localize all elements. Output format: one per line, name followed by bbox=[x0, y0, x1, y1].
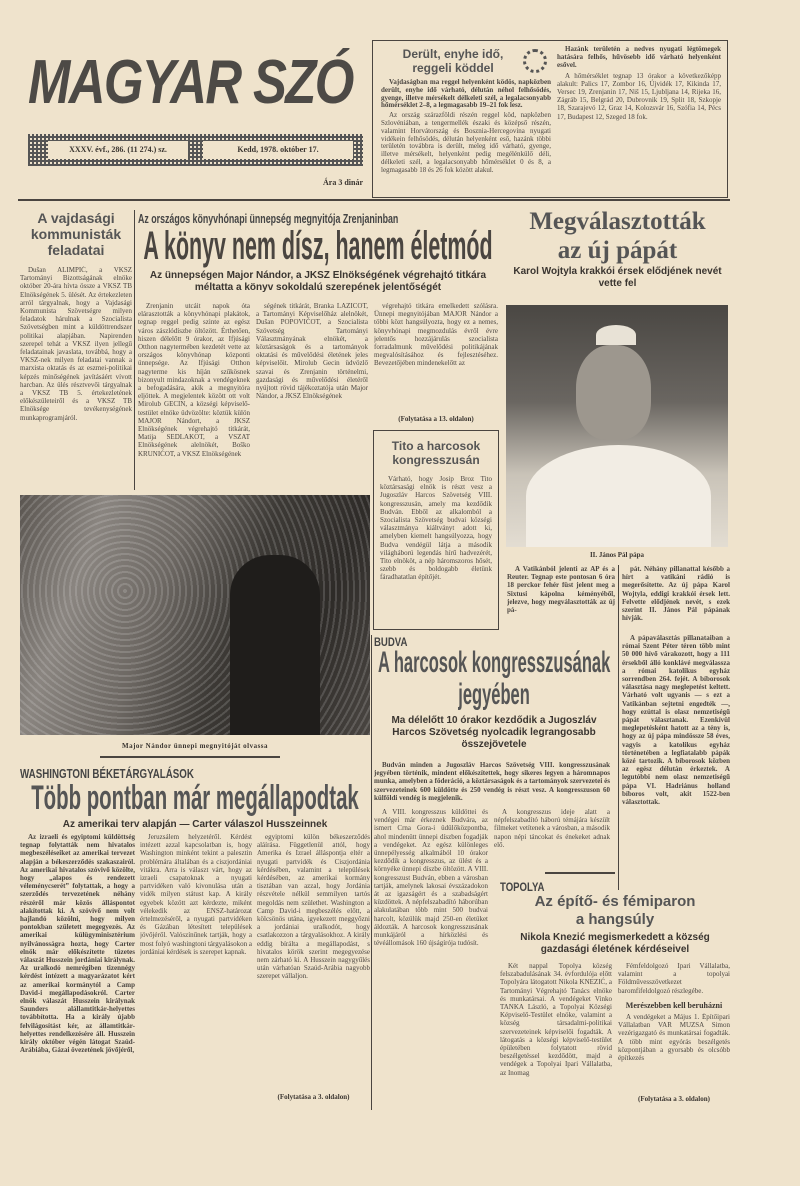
photo-caption: Major Nándor ünnepi megnyitóját olvassa bbox=[121, 742, 269, 750]
issue-number: XXXV. évf., 286. (11 274.) sz. bbox=[48, 141, 188, 159]
headline: A vajdasági kommunisták feladatai bbox=[30, 210, 122, 258]
article-budva bbox=[374, 633, 614, 805]
article-body: Dušan ALIMPIĆ, a VKSZ Tartományi Bizottságának elnöke október 20-ára hívta össze a VKSZ TB Elnökségének 5. ülését. Az értekezleten arról tárgyalnak, hogy a Vajdasági Kommunista Szövetségre milyen feladatok hárulnak a Szocialista Szövetségben mint a küldöttrendszer politikai alapjában. Napirenden szerepel tehát a VKSZ ilyen jellegű feladatainak javaslata, továbbá, hogy a VKSZ-nek milyen feladatai vannak a marxista oktatás és az eszmei-politikai képzés minőségének javításáért vívott harcban. Az ülés résztvevői tárgyalnak a VKSZ TB 5. értekezletének előkészületeiről és a VKSZ TB Elnöksége tevékenységének munkaprogramjáról. bbox=[20, 266, 132, 422]
subtitle: Az ünnepségen Major Nándor, a JKSZ Elnökségének végrehajtó titkára méltatta a könyv sokoldalú szerepének jelentőségét bbox=[149, 270, 487, 293]
divider bbox=[545, 872, 615, 874]
article-body: ségének titkárát, Branka LAZICOT, a Tartományi Képviselőház alelnökét, Dušan POPOVIĆOT, a Szocialista Szövetség Tartományi Választmányának elnökét, a köztársaságok és a tartományok oktatási és művelődési életének jeles képviselőit. Mirolub Gecin üdvözlő szavai és Zrenjanin történelmi, gazdasági és művelődési életéről nyújtott rövid tájékoztatója után Major Nándor, a JKSZ Elnökségének bbox=[256, 302, 368, 401]
article-body: A kongresszus ideje alatt a népfelszabadító háború témájára készült filmeket vetítenek a városban, a második napon népi táncokat és énekeket adnak elő. bbox=[494, 808, 610, 849]
article-lead: Budván minden a Jugoszláv Harcos Szövetség VIII. kongresszusának jegyében történik, mindent előkészítettek, hogy sikeres legyen a háromnapos munka, amelyben a föderáció, a köztársaságok és a tartományok szervezetei és szervezeteinek 600 küldötte és 250 vendég is részt vesz. A kongresszuson 60 külföldi vendég is megjelenik. bbox=[374, 761, 610, 802]
article-body: Jeruzsálem helyzetéről. Kérdést intézett azzal kapcsolatban is, hogy Washington minként tekint a palesztin problémára általában és a ciszjordániai vitákra. Arra is választ várt, hogy az izraeli csapatoknak a nyugati partvidéken való kivonulása után a vidék milyen státust kap. A király egyebek között azt kérdezte, miként vélekedik az ENSZ-határozat értelmezéséről, a nyugati partvidéken és Gázában létesített települések jövőjéről. Valószínűnek tartják, hogy a most folyó washingtoni tárgyalásokon a jordániai kérdések is szerepet kapnak. bbox=[140, 833, 252, 956]
article-communists bbox=[20, 210, 132, 490]
article-pope bbox=[505, 208, 730, 302]
article-body: pát. Néhány pillanattal később a hírt a vatikáni rádió is megerősítette. Az új pápa Karol Wojtyla, eddigi krakkói érsek lett. Felvette elődjének nevét, s ezek szerint II. János Pál pápának hívják. bbox=[622, 565, 730, 623]
weather-title-2: reggeli köddel bbox=[412, 61, 494, 75]
photo-caption: II. János Pál pápa bbox=[589, 551, 645, 559]
article-body: Az izraeli és egyiptomi küldöttség tegnap folytatták nem hivatalos megbeszéléseiket az amerikai tervezet alapján a békeszerződés szakaszairól. Az amerikai hivatalos szóvivő közölte, hogy „alapos és rendezett véleménycserét” folytattak, a hogy a szerződés tervezetének néhány részéről már közös álláspontot alakítottak ki. A szóvivő nem volt hajlandó közölni, hogy milyen pontokban született megegyezés. Az amerikai külügyminisztérium nyilvánosságra hozta, hogy Carter elnök már előkészítette tüzetes válaszát Husszein jordániai királynak. Az uralkodó nemrégiben tizennégy kérdést intézett a magyarázatot kért az amerikai kormánytól a Camp David-i megállapodásokról. Carter elnök válaszát Husszein királynak Saunders alállamtitkár-helyettes továbbította. Ha a király újabb felvilágosítást kér, az államtitkár-helyettes rendelkezésére áll. Husszein király október végén látogat Szaúd-Arábiába, Gázai övezetének jövőjéről, bbox=[20, 833, 135, 1055]
weather-paragraph: Hazánk területén a nedves nyugati légtömegek hatására felhős, hűvösebb idő várható helyenként esővel. bbox=[557, 45, 721, 70]
headline-2: jegyében bbox=[458, 678, 530, 711]
newspaper-logo: MAGYAR SZÓ bbox=[28, 48, 353, 117]
article-washington bbox=[20, 765, 370, 1110]
weather-lead: Vajdaságban ma reggel helyenként ködös, napközben derült, enyhe idő várható, délután néhol felhősödés, gyenge, illetve mérsékelt délkeleti szél, a legalacsonyabb hőmérséklet 2–8, a legmagasabb 19–21 fok lesz. bbox=[381, 79, 551, 110]
weather-paragraph: Az ország szárazföldi részén reggel köd, napközben Szlovéniában, a tengermellék északi és középső részén, valamint Horvátország és Bosznia-Hercegovina nyugati vidékein felhősödés, délután helyenként eső, hazánk többi területén továbbra is derült, meleg idő várható, gyenge, illetve mérsékelt, helyenként pedig megélénkülő déli, délkeleti szél, a legalacsonyabb hőmérséklet 0 és 8, a legmagasabb 18 és 26 fok között alakul. bbox=[381, 111, 551, 174]
subtitle: Ma délelőtt 10 órakor kezdődik a Jugoszláv Harcos Szövetség nyolcadik legrangosabb összejövetele bbox=[391, 715, 597, 750]
kicker: Az országos könyvhónapi ünnepség megnyitója Zrenjaninban bbox=[138, 211, 399, 226]
headline-1: Megválasztották bbox=[529, 208, 706, 235]
headline-2: az új pápát bbox=[557, 237, 678, 264]
article-body: Várható, hogy Josip Broz Tito köztársasági elnök is részt vesz a Jugoszláv Harcos Szövetség VIII. kongresszusán, amely ma kezdődik Budván. Ebből az alkalomból a Szocialista Szövetség budvai községi választmánya kiáltványt adott ki, amelyben kiemelt hangsúlyozza, hogy Budva vendégül látja a második világháború legendás hírű hadvezérét, Tito elnököt, a nép háromszoros hősét, szebb és boldogabb életünk fáradhatatlan építőjét. bbox=[380, 475, 492, 582]
subtitle: Karol Wojtyla krakkói érsek elődjének nevét vette fel bbox=[513, 266, 722, 289]
photo-audience bbox=[20, 495, 370, 735]
article-body: egyiptomi külön békeszerződés aláírása. Függetlenül attól, hogy Amerika és Izrael álláspontja eltér a nyugati partvidék és Ciszjordánia kérdésében, valamint a települések kérdésében, az amerikai kormány tisztában van azzal, hogy Jordánia részvétele nélkül semmilyen tartós megoldás nem születhet. Washington a Camp David-i megbeszélés előtt, a kölcsönös utána, igyekezett meggyőzni a jordániai uralkodót, hogy csatlakozzon a tárgyalásokhoz. A király eddig bírálta a megállapodást, s hivatalos körök szerint megegyezése nem zárható ki. A Husszein nagygyűlés után várhatóan Szaúd-Arábia nagyobb szerepet vállaljon. bbox=[257, 833, 370, 981]
article-tito bbox=[373, 430, 499, 630]
headline-1: Az építő- és fémiparon bbox=[534, 893, 696, 910]
divider bbox=[100, 756, 280, 758]
continued-link[interactable]: (Folytatása a 13. oldalon) bbox=[398, 415, 474, 423]
weather-title-1: Derült, enyhe idő, bbox=[402, 47, 504, 61]
subtitle: Az amerikai terv alapján — Carter válaszol Husszeinnek bbox=[62, 819, 328, 830]
continued-link[interactable]: (Folytatása a 3. oldalon) bbox=[638, 1095, 710, 1103]
kicker: TOPOLYA bbox=[500, 880, 545, 894]
issue-bar bbox=[28, 134, 363, 166]
article-body: Fémfeldolgozó Ipari Vállalatba, valamint a topolyai Földművesszövetkezet baromfifeldolgozó részlegébe. bbox=[618, 962, 730, 995]
article-body: Két nappal Topolya község felszabadulásának 34. évfordulója előtt Topolyára látogatott Nikola KNEZIĆ, a Tartományi Végrehajtó Tanács elnöke és munkatársai. A vendégeket Vinko TANKA László, a Topolyai Községi Képviselő-Testület elnöke, valamint a község társadalmi-politikai szervezeteinek képviselői fogadták. A látogatás a községi képviselő-testület épületében folytatott rövid beszélgetéssel kezdődött, majd a vendégek a Topolyai Ipari Vállalatba, az Inomag bbox=[500, 962, 612, 1077]
column-rule bbox=[618, 565, 619, 890]
masthead-divider bbox=[18, 199, 730, 201]
photo-pope bbox=[506, 305, 728, 547]
weather-temperatures: A hőmérséklet tegnap 13 órakor a következőképp alakult: Palics 17, Zombor 16, Újvidék 17, Kikinda 17, Versec 19, Zrenjanin 17, Niš 15, Ljubljana 14, Rijeka 16, Zágráb 15, Belgrád 20, Dubrovnik 19, Split 18, Szkopje 18, Szarajevó 12, Graz 14, Kolozsvár 16, Szófia 14, Pécs 17, Budapest 12, Szeged 18 fok. bbox=[557, 71, 721, 121]
price: Ára 3 dinár bbox=[323, 178, 363, 187]
headline: Tito a harcosok kongresszusán bbox=[391, 439, 481, 467]
article-body: A VIII. kongresszus küldöttei és vendégei már érkeznek Budvára, az ismert Crna Gora-i üdülőközpontba, ahol mindenütt ünnepi díszben fogadják a vendégeket. Az egész különleges ünnepélyesség alkalmából 10 órakor kezdődik a kongresszus, az ülést és a környéke ünnepi díszbe öltözött. A VIII. kongresszust Budván, ebben a városban tartják, amelynek lakosai évszázadokon át az igazságért és a szabadságért küzdöttek. A népfelszabadító háborúban alakulatában több mint 500 budvai harcolt, közülük majd 250-en életüket áldozták. A harcosok kongresszusának munkájáról a hírközlési és tévéállomások 160 újságírója tudósít. bbox=[374, 808, 488, 948]
article-body: Zrenjanin utcáit napok óta elárasztották a könyvhónapi plakátok, tegnap reggel pedig szinte az egész város zászlódíszbe öltözött. Érthetően, hiszen délelőtt 9 órakor, az Ifjúsági Otthon nagytermében kezdetét vette az országos könyvhónap központi ünnepsége. Az Ifjúsági Otthon nagyterme kis híján szűkösnek bizonyult mindazoknak a vendégeknek a befogadására, akik a megnyitóra eljöttek. A megjelentek között ott volt Mirolub GECIN, a községi képviselő-testület elnöke üdvözölte: köztük külön MAJOR Nándort, a JKSZ Elnökségének végrehajtó titkárát, Matija SEDLAKOT, a VSZAT Elnökségének alelnökét, Boško KRUNIĆOT, a VKSZ Elnökségének bbox=[138, 302, 250, 458]
subheading: Merészebben kell beruházni bbox=[625, 1001, 723, 1010]
issue-date: Kedd, 1978. október 17. bbox=[203, 141, 353, 159]
weather-box bbox=[372, 40, 728, 198]
article-topolya bbox=[500, 878, 730, 1110]
headline-2: a hangsúly bbox=[575, 911, 655, 928]
masthead bbox=[28, 48, 363, 198]
article-body: A pápaválasztás pillanataiban a római Szent Péter téren több mint 50 000 hívő várakozott, hogy a 111 érsekből álló konklávé megválassza a római katolikus egyház sorrendben 264. fejét. A bíborosok választása nagy meglepetést keltett. Várható volt ugyanis — s ezt a Vatikánban sejtetni engedték —, hogy ezúttal is olasz nemzetiségű pápát választanak. Ezenkívül meglepetésként hatott az a tény is, hogy az új pápa mindössze 58 éves, vagyis a katolikus egyház történetében a legfiatalabb pápák közé tartozik. A bíborosok közben az egész délután érkeztek. A legutóbbi nem olasz nemzetiségű pápa VI. Hadriánus holland bíboros volt, akit 1522-ben választottak. bbox=[622, 634, 730, 807]
article-body: végrehajtó titkára emelkedett szólásra. Ünnepi megnyitójában MAJOR Nándor a többi közt hangsúlyozta, hogy ez a nemes, könyvhónapi megmozdulás évről évre jelentős hozzájárulás szocialista forradalmunk művelődési politikájának megvalósításához és fejlesztéséhez. Bevezetőjében mindenekelőtt az bbox=[374, 302, 498, 368]
kicker: WASHINGTONI BÉKETÁRGYALÁSOK bbox=[20, 766, 194, 781]
headline: Több pontban már megállapodtak bbox=[31, 779, 359, 817]
subtitle: Nikola Knezić megismerkedett a község gazdasági életének kérdéseivel bbox=[520, 932, 710, 955]
headline: A könyv nem dísz, hanem életmód bbox=[143, 224, 493, 268]
continued-link[interactable]: (Folytatása a 3. oldalon) bbox=[277, 1093, 350, 1101]
column-rule bbox=[134, 210, 135, 490]
article-body: A vendégeket a Május 1. Építőipari Vállalatban VAR MUZSA Simon vezérigazgató és munkatársai fogadták. A több mint egyórás beszélgetés központjában a gyorsabb és olcsóbb építkezés bbox=[618, 1013, 730, 1063]
column-rule bbox=[371, 635, 372, 1110]
sun-icon bbox=[523, 49, 547, 73]
headline-1: A harcosok kongresszusának bbox=[377, 646, 611, 679]
article-body: A Vatikánból jelenti az AP és a Reuter. Tegnap este pontosan 6 óra 18 perckor fehér füst jelent meg a Sixtusi kápolna kéményéből, jelezve, hogy megválasztották az új pá- bbox=[507, 565, 615, 615]
kicker: BUDVA bbox=[374, 635, 408, 649]
